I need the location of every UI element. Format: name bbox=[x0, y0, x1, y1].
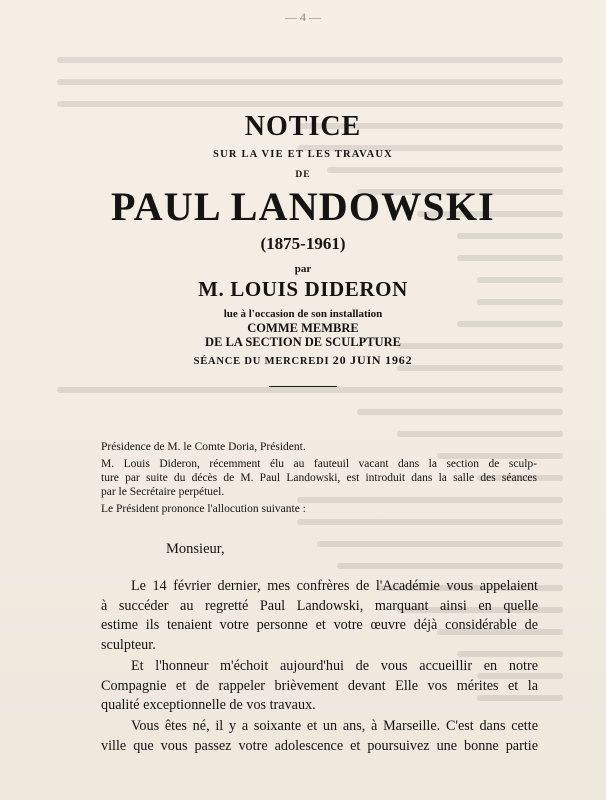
body-line: ville que vous passez votre adolescence et poursuivez une bonne partie bbox=[101, 737, 538, 754]
body-line: qualité exceptionnelle de vos travaux. bbox=[101, 697, 316, 713]
body-paragraph-2 bbox=[101, 657, 538, 716]
notice-de: DE bbox=[295, 170, 311, 180]
body-line: estime ils tenaient votre personne et votre œuvre déjà considérable de bbox=[101, 617, 538, 633]
procedure-line: ture par suite du décès de M. Paul Landowski, est introduit dans la salle des séances bbox=[101, 472, 537, 484]
author-name: M. LOUIS DIDERON bbox=[198, 277, 408, 301]
seance-prefix: SÉANCE DU MERCREDI bbox=[193, 356, 330, 367]
body-line: à succéder au regretté Paul Landowski, marquant ainsi en quelle bbox=[101, 597, 538, 614]
procedure-line: par le Secrétaire perpétuel. bbox=[101, 486, 225, 498]
membre-line-1: COMME MEMBRE bbox=[247, 321, 359, 335]
seance-line bbox=[0, 353, 606, 369]
page-number: — 4 — bbox=[285, 10, 321, 24]
procedure-presidence bbox=[101, 440, 537, 454]
procedure-allocution bbox=[101, 502, 537, 516]
par-label: par bbox=[294, 263, 312, 275]
body-line: Vous êtes né, il y a soixante et un ans, à Marseille. C'est dans cette bbox=[131, 718, 538, 734]
notice-subtitle: SUR LA VIE ET LES TRAVAUX bbox=[213, 149, 393, 160]
procedure-introduction bbox=[101, 457, 537, 499]
salutation: Monsieur, bbox=[166, 541, 225, 557]
procedure-line: M. Louis Dideron, récemment élu au fauteuil vacant dans la section de sculp- bbox=[101, 458, 537, 470]
title-divider bbox=[269, 386, 337, 387]
body-paragraph-1 bbox=[101, 577, 538, 655]
seance-date: 20 JUIN 1962 bbox=[332, 353, 413, 367]
body-paragraph-3 bbox=[101, 717, 538, 756]
body-line: Compagnie et de rappeler brièvement devant Elle vos mérites et la bbox=[101, 677, 538, 694]
occasion-line: lue à l'occasion de son installation bbox=[223, 308, 383, 320]
body-line: Et l'honneur m'échoit aujourd'hui de vous accueillir en notre bbox=[131, 658, 538, 674]
notice-title: NOTICE bbox=[244, 111, 362, 142]
procedure-presidence-text: Présidence de M. le Comte Doria, Président. bbox=[101, 441, 306, 453]
body-line: Le 14 février dernier, mes confrères de l'Académie vous appelaient bbox=[131, 578, 538, 594]
subject-name: PAUL LANDOWSKI bbox=[111, 184, 495, 229]
body-line: sculpteur. bbox=[101, 636, 156, 653]
membre-line-2: DE LA SECTION DE SCULPTURE bbox=[205, 335, 401, 349]
subject-dates: (1875-1961) bbox=[260, 234, 346, 253]
title-block bbox=[0, 110, 606, 387]
procedure-allocution-text: Le Président prononce l'allocution suivante : bbox=[101, 503, 306, 515]
